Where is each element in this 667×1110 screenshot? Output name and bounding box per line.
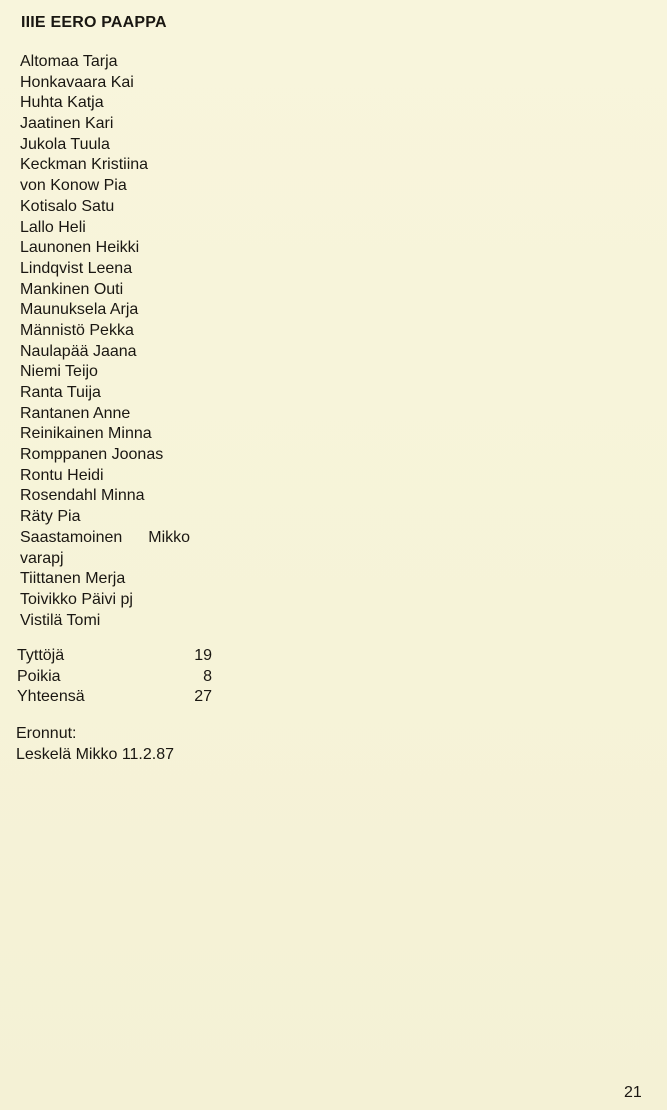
student-name: Vistilä Tomi bbox=[20, 611, 101, 629]
student-firstname: Mikko bbox=[148, 528, 191, 546]
student-name: Mankinen Outi bbox=[20, 280, 124, 298]
class-title: IIIE EERO PAAPPA bbox=[21, 14, 167, 31]
student-name: Reinikainen Minna bbox=[20, 425, 152, 443]
page-number: 21 bbox=[624, 1084, 642, 1101]
student-name-saastamoinen bbox=[20, 528, 190, 549]
totals-row-boys bbox=[17, 667, 212, 688]
student-name: Launonen Heikki bbox=[20, 239, 140, 257]
student-name: Ranta Tuija bbox=[20, 384, 101, 401]
student-name: Räty Pia bbox=[20, 508, 81, 526]
totals-table bbox=[17, 646, 212, 708]
resigned-section bbox=[16, 723, 174, 765]
student-list bbox=[20, 52, 190, 631]
totals-row-total bbox=[17, 687, 212, 708]
girls-label: Tyttöjä bbox=[17, 647, 65, 664]
total-label: Yhteensä bbox=[17, 688, 85, 705]
student-name: Altomaa Tarja bbox=[20, 53, 118, 70]
girls-value: 19 bbox=[194, 647, 212, 664]
boys-label: Poikia bbox=[17, 667, 61, 685]
student-name: Rontu Heidi bbox=[20, 466, 104, 484]
resigned-entry: Leskelä Mikko 11.2.87 bbox=[16, 746, 175, 763]
totals-row-girls bbox=[17, 646, 212, 667]
student-name: Lallo Heli bbox=[20, 218, 86, 236]
resigned-heading: Eronnut: bbox=[16, 725, 77, 742]
student-name: Toivikko Päivi pj bbox=[20, 590, 133, 608]
student-name: Romppanen Joonas bbox=[20, 446, 164, 464]
student-name: Jukola Tuula bbox=[20, 135, 110, 153]
boys-value: 8 bbox=[203, 667, 212, 685]
student-name: Jaatinen Kari bbox=[20, 115, 114, 133]
student-surname: Saastamoinen bbox=[20, 528, 123, 546]
student-name: Honkavaara Kai bbox=[20, 73, 134, 91]
student-name: Niemi Teijo bbox=[20, 363, 98, 381]
student-name: Tiittanen Merja bbox=[20, 570, 126, 588]
student-name: Huhta Katja bbox=[20, 94, 104, 112]
student-name: Rosendahl Minna bbox=[20, 487, 145, 505]
student-name: Männistö Pekka bbox=[20, 321, 134, 339]
student-name: Kotisalo Satu bbox=[20, 197, 115, 215]
student-role: varapj bbox=[20, 549, 64, 567]
student-name: von Konow Pia bbox=[20, 177, 127, 195]
total-value: 27 bbox=[194, 688, 212, 705]
student-name: Maunuksela Arja bbox=[20, 301, 139, 319]
student-name: Keckman Kristiina bbox=[20, 156, 149, 174]
student-name: Rantanen Anne bbox=[20, 404, 131, 422]
student-name: Lindqvist Leena bbox=[20, 259, 133, 277]
student-name: Naulapää Jaana bbox=[20, 342, 137, 360]
